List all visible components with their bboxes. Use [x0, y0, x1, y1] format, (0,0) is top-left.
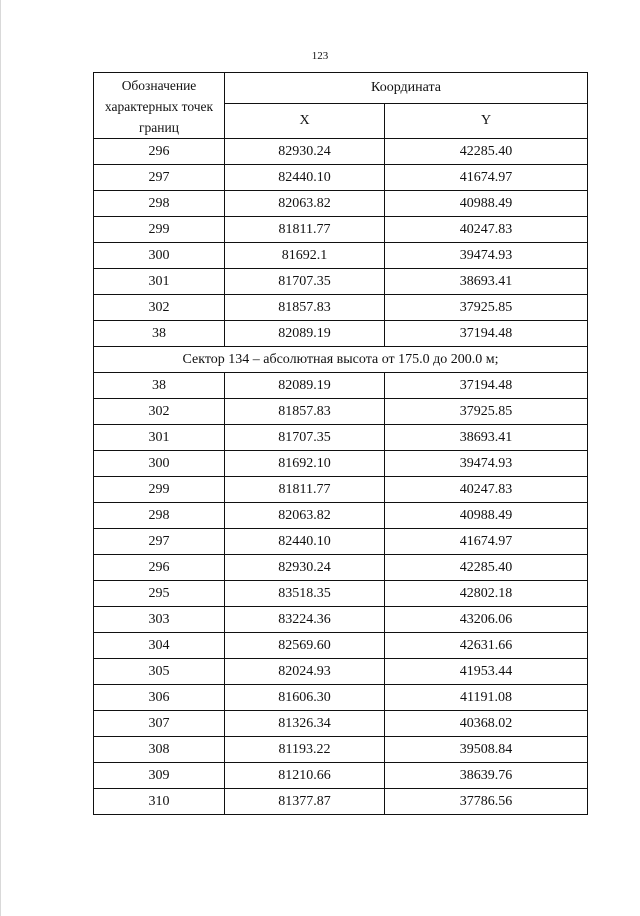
cell-point: 38 — [94, 321, 225, 347]
cell-point: 298 — [94, 191, 225, 217]
header-y: Y — [385, 103, 588, 138]
cell-x: 82569.60 — [225, 633, 385, 659]
cell-y: 40988.49 — [385, 191, 588, 217]
cell-y: 39474.93 — [385, 243, 588, 269]
table-row — [94, 737, 588, 763]
cell-point: 299 — [94, 477, 225, 503]
table-row — [94, 165, 588, 191]
cell-x: 81193.22 — [225, 737, 385, 763]
cell-y: 40368.02 — [385, 711, 588, 737]
cell-y: 37194.48 — [385, 321, 588, 347]
cell-point: 296 — [94, 139, 225, 165]
cell-point: 300 — [94, 243, 225, 269]
cell-x: 81606.30 — [225, 685, 385, 711]
cell-x: 81811.77 — [225, 217, 385, 243]
table-row — [94, 295, 588, 321]
table-row — [94, 711, 588, 737]
header-designation: Обозначение характерных точек границ — [94, 73, 225, 139]
cell-y: 42285.40 — [385, 555, 588, 581]
cell-y: 38693.41 — [385, 269, 588, 295]
table-row — [94, 139, 588, 165]
table-row — [94, 763, 588, 789]
page-number: 123 — [311, 50, 329, 62]
cell-point: 299 — [94, 217, 225, 243]
cell-x: 81692.1 — [225, 243, 385, 269]
cell-x: 81377.87 — [225, 789, 385, 815]
cell-point: 301 — [94, 269, 225, 295]
header-coordinate: Координата — [225, 73, 588, 104]
table-row — [94, 685, 588, 711]
sector-caption: Сектор 134 – абсолютная высота от 175.0 до 200.0 м; — [94, 347, 588, 373]
table-row — [94, 399, 588, 425]
cell-x: 81811.77 — [225, 477, 385, 503]
cell-x: 82063.82 — [225, 191, 385, 217]
table-row — [94, 633, 588, 659]
cell-y: 37925.85 — [385, 295, 588, 321]
cell-x: 81707.35 — [225, 425, 385, 451]
cell-point: 303 — [94, 607, 225, 633]
cell-y: 37786.56 — [385, 789, 588, 815]
cell-x: 81707.35 — [225, 269, 385, 295]
cell-point: 305 — [94, 659, 225, 685]
coordinates-table-body — [94, 73, 588, 815]
cell-x: 81857.83 — [225, 295, 385, 321]
cell-y: 42631.66 — [385, 633, 588, 659]
cell-y: 41953.44 — [385, 659, 588, 685]
cell-y: 41674.97 — [385, 165, 588, 191]
table-row — [94, 373, 588, 399]
cell-point: 302 — [94, 399, 225, 425]
cell-point: 304 — [94, 633, 225, 659]
table-row — [94, 477, 588, 503]
cell-x: 82930.24 — [225, 555, 385, 581]
table-row — [94, 451, 588, 477]
cell-point: 298 — [94, 503, 225, 529]
header-row-top — [94, 73, 588, 104]
table-row — [94, 789, 588, 815]
table-row — [94, 243, 588, 269]
cell-point: 310 — [94, 789, 225, 815]
cell-x: 82089.19 — [225, 321, 385, 347]
table-row — [94, 191, 588, 217]
cell-point: 300 — [94, 451, 225, 477]
cell-point: 296 — [94, 555, 225, 581]
cell-x: 82089.19 — [225, 373, 385, 399]
cell-y: 39474.93 — [385, 451, 588, 477]
coordinates-table — [93, 72, 588, 815]
sector-caption-row — [94, 347, 588, 373]
cell-x: 81210.66 — [225, 763, 385, 789]
cell-y: 39508.84 — [385, 737, 588, 763]
cell-x: 82440.10 — [225, 529, 385, 555]
cell-point: 297 — [94, 165, 225, 191]
table-row — [94, 425, 588, 451]
cell-y: 41191.08 — [385, 685, 588, 711]
cell-x: 83224.36 — [225, 607, 385, 633]
cell-y: 42285.40 — [385, 139, 588, 165]
cell-y: 42802.18 — [385, 581, 588, 607]
cell-x: 81692.10 — [225, 451, 385, 477]
cell-point: 301 — [94, 425, 225, 451]
cell-point: 297 — [94, 529, 225, 555]
cell-point: 295 — [94, 581, 225, 607]
table-row — [94, 555, 588, 581]
cell-point: 307 — [94, 711, 225, 737]
cell-y: 40247.83 — [385, 217, 588, 243]
cell-y: 40247.83 — [385, 477, 588, 503]
cell-x: 83518.35 — [225, 581, 385, 607]
cell-y: 38639.76 — [385, 763, 588, 789]
cell-point: 308 — [94, 737, 225, 763]
cell-x: 82440.10 — [225, 165, 385, 191]
cell-y: 37925.85 — [385, 399, 588, 425]
cell-y: 37194.48 — [385, 373, 588, 399]
cell-x: 81326.34 — [225, 711, 385, 737]
table-row — [94, 217, 588, 243]
cell-y: 38693.41 — [385, 425, 588, 451]
cell-y: 41674.97 — [385, 529, 588, 555]
cell-x: 82024.93 — [225, 659, 385, 685]
cell-x: 82063.82 — [225, 503, 385, 529]
table-row — [94, 607, 588, 633]
table-row — [94, 659, 588, 685]
table-row — [94, 529, 588, 555]
table-row — [94, 581, 588, 607]
cell-x: 81857.83 — [225, 399, 385, 425]
table-row — [94, 321, 588, 347]
table-row — [94, 269, 588, 295]
cell-point: 38 — [94, 373, 225, 399]
header-x: X — [225, 103, 385, 138]
cell-point: 309 — [94, 763, 225, 789]
cell-y: 40988.49 — [385, 503, 588, 529]
cell-y: 43206.06 — [385, 607, 588, 633]
cell-x: 82930.24 — [225, 139, 385, 165]
page-left-edge — [0, 0, 1, 916]
cell-point: 302 — [94, 295, 225, 321]
cell-point: 306 — [94, 685, 225, 711]
table-row — [94, 503, 588, 529]
